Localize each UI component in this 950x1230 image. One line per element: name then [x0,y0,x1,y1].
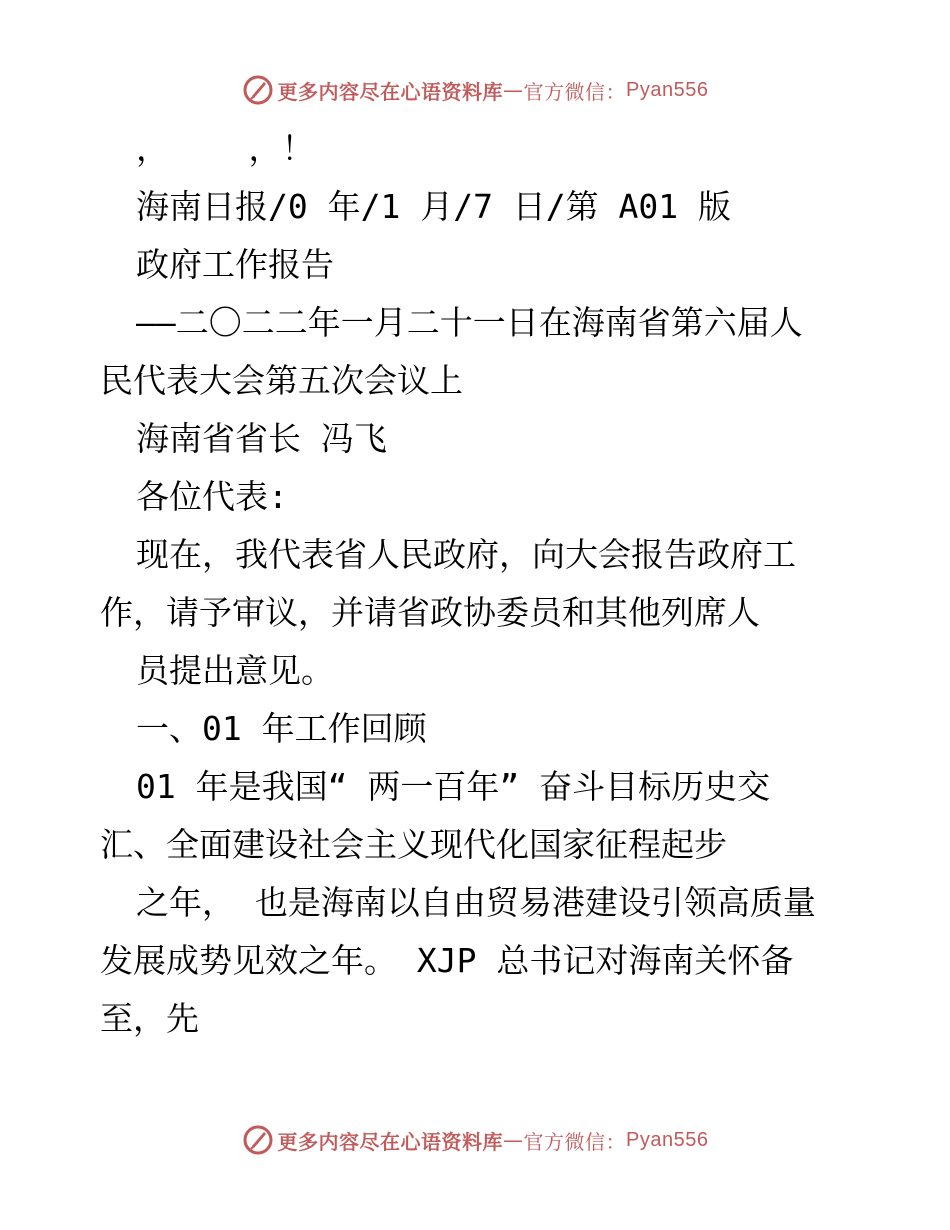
paragraph-line: 现在，我代表省人民政府，向大会报告政府工 [136,535,796,574]
paragraph-line: 01 年是我国“ 两一百年” 奋斗目标历史交 [136,767,771,806]
header-watermark-banner [0,70,950,110]
banner-separator: — [503,78,524,102]
author-line: 海南省省长 冯飞 [136,419,387,458]
document-body [100,120,860,1048]
source-line: 海南日报/0 年/1 月/7 日/第 A01 版 [136,187,732,226]
feather-pen-logo-icon [242,1124,274,1156]
banner-main-text: 更多内容尽在心语资料库 [277,79,504,104]
paragraph-line: 员提出意见。 [136,651,334,690]
salutation: 各位代表: [136,477,288,516]
paragraph-line: 至，先 [100,999,199,1038]
paragraph-line: 汇、全面建设社会主义现代化国家征程起步 [100,825,727,864]
footer-watermark-banner [0,1120,950,1160]
banner-wechat-id: Pyan556 [626,78,709,101]
paragraph-line: 之年， 也是海南以自由贸易港建设引领高质量 [136,883,816,922]
document-title: 政府工作报告 [136,245,334,284]
subtitle-line-continued: 民代表大会第五次会议上 [100,361,463,400]
banner-wechat-label: 官方微信： [523,79,627,104]
paragraph-line: 发展成势见效之年。 XJP 总书记对海南关怀备 [100,941,794,980]
feather-pen-logo-icon [242,74,274,106]
paragraph-line: 作，请予审议，并请省政协委员和其他列席人 [100,593,760,632]
banner-separator: — [503,1128,524,1152]
banner-wechat-label: 官方微信： [523,1129,627,1154]
text-line: ， ，！ [136,129,315,168]
section-heading: 一、01 年工作回顾 [136,709,427,748]
subtitle-line: ——二〇二二年一月二十一日在海南省第六届人 [136,303,803,342]
banner-main-text: 更多内容尽在心语资料库 [277,1129,504,1154]
banner-wechat-id: Pyan556 [626,1128,709,1151]
